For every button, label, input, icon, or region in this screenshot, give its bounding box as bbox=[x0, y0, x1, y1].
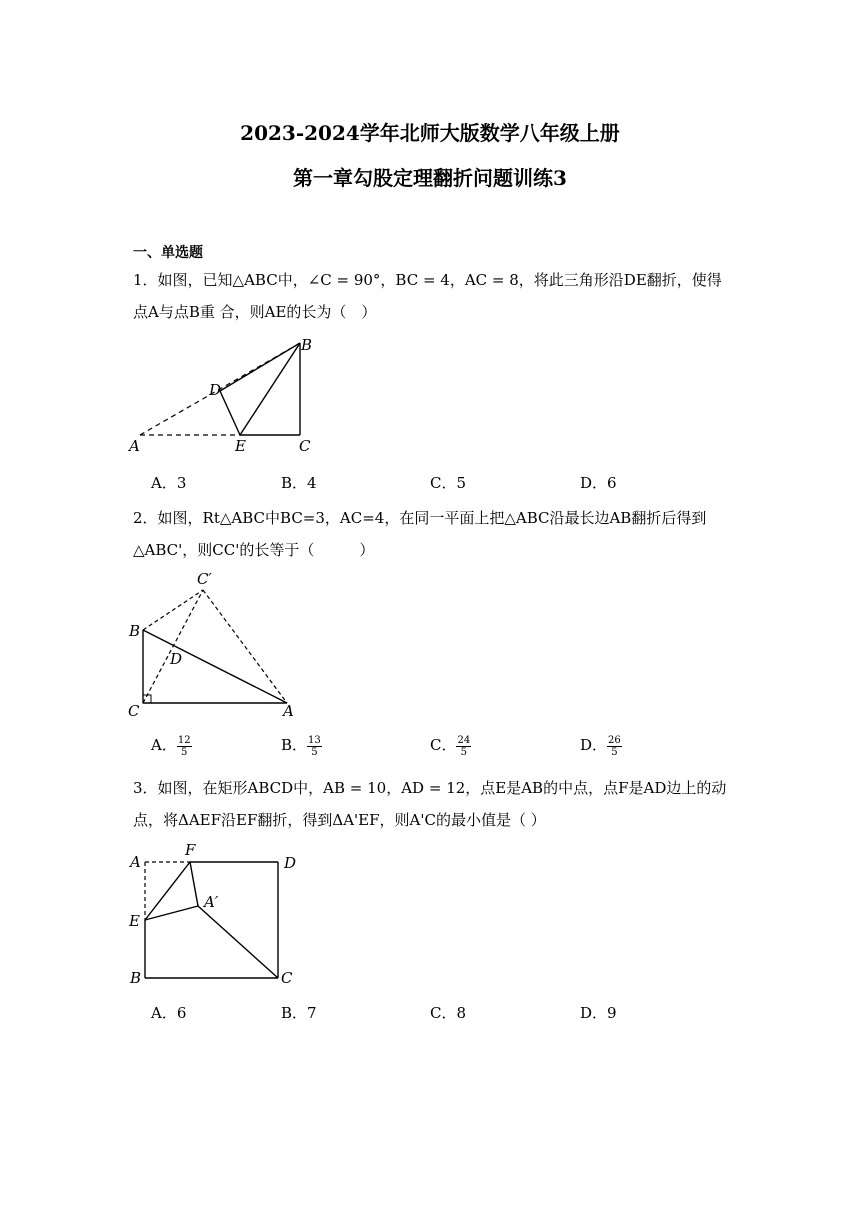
section-heading: 一、单选题 bbox=[133, 245, 203, 261]
q2-option-d-fraction bbox=[607, 735, 622, 758]
q2-option-a[interactable] bbox=[151, 734, 192, 758]
numerator: 13 bbox=[308, 734, 321, 746]
numerator: 26 bbox=[608, 734, 621, 746]
q3-option-d[interactable]: D．9 bbox=[580, 1004, 617, 1022]
segment-cc-prime bbox=[143, 590, 203, 703]
label-d: D bbox=[284, 854, 297, 872]
label-f: F bbox=[185, 841, 196, 859]
label-c: C bbox=[299, 437, 311, 455]
label-b: B bbox=[129, 622, 141, 640]
denominator: 5 bbox=[611, 746, 618, 758]
q2-option-c[interactable] bbox=[430, 734, 471, 758]
q3-option-a[interactable]: A．6 bbox=[151, 1004, 187, 1022]
label-c: C bbox=[128, 702, 140, 720]
document-title: 2023-2024学年北师大版数学八年级上册 bbox=[240, 121, 620, 145]
q2-option-a-fraction bbox=[177, 735, 192, 758]
q1-option-c[interactable]: C．5 bbox=[430, 474, 467, 492]
q1-option-a[interactable]: A．3 bbox=[151, 474, 187, 492]
question-1-figure bbox=[125, 335, 325, 460]
question-2-text: 2．如图，Rt△ABC中BC=3，AC=4，在同一平面上把△ABC沿最长边AB翻折后得到△ABC'，则CC'的长等于（ ） bbox=[133, 509, 707, 559]
segment-ea-prime bbox=[145, 906, 198, 920]
denominator: 5 bbox=[181, 746, 188, 758]
label-b: B bbox=[301, 336, 313, 354]
segment-a-prime-c bbox=[198, 906, 278, 978]
label-b: B bbox=[130, 969, 142, 987]
q1-option-b[interactable]: B．4 bbox=[281, 474, 317, 492]
question-3-text: 3．如图，在矩形ABCD中，AB = 10，AD = 12，点E是AB的中点，点F是AD边上的动点，将ΔAEF沿EF翻折，得到ΔA'EF，则A'C的最小值是（ ） bbox=[133, 779, 727, 829]
label-d: D bbox=[170, 650, 183, 668]
q2-option-d-letter: D． bbox=[580, 736, 608, 754]
document-subtitle: 第一章勾股定理翻折问题训练3 bbox=[293, 166, 567, 190]
label-a: A bbox=[283, 702, 294, 720]
segment-fa-prime bbox=[190, 862, 198, 906]
segment-bc-prime bbox=[143, 590, 203, 630]
segment-de bbox=[220, 391, 240, 435]
numerator: 24 bbox=[457, 734, 471, 746]
segment-db bbox=[220, 343, 300, 391]
q3-option-c[interactable]: C．8 bbox=[430, 1004, 467, 1022]
label-c-prime: C′ bbox=[197, 570, 212, 588]
label-c: C bbox=[281, 969, 293, 987]
denominator: 5 bbox=[311, 746, 318, 758]
numerator: 12 bbox=[177, 734, 191, 746]
q2-option-a-letter: A． bbox=[151, 736, 177, 754]
q2-option-d[interactable] bbox=[580, 734, 622, 758]
q2-option-b-letter: B． bbox=[281, 736, 308, 754]
segment-ba bbox=[143, 630, 287, 703]
label-a-prime: A′ bbox=[204, 893, 219, 911]
question-3-figure bbox=[125, 840, 305, 990]
label-e: E bbox=[235, 437, 246, 455]
denominator: 5 bbox=[460, 746, 468, 758]
segment-ac-prime bbox=[203, 590, 287, 703]
q2-option-c-fraction bbox=[456, 735, 471, 758]
q2-option-b[interactable] bbox=[281, 734, 322, 758]
q3-option-b[interactable]: B．7 bbox=[281, 1004, 317, 1022]
label-e: E bbox=[129, 912, 140, 930]
segment-eb bbox=[240, 343, 300, 435]
segment-ef bbox=[145, 862, 190, 920]
label-d: D bbox=[209, 381, 222, 399]
question-1-text: 1．如图，已知△ABC中，∠C = 90°，BC = 4，AC = 8，将此三角形沿DE翻折，使得点A与点B重 合，则AE的长为（ ） bbox=[133, 271, 722, 321]
question-2-figure bbox=[125, 568, 315, 720]
q2-option-c-letter: C． bbox=[430, 736, 457, 754]
label-a: A bbox=[130, 853, 141, 871]
label-a: A bbox=[129, 437, 140, 455]
q2-option-b-fraction bbox=[307, 735, 322, 758]
q1-option-d[interactable]: D．6 bbox=[580, 474, 617, 492]
